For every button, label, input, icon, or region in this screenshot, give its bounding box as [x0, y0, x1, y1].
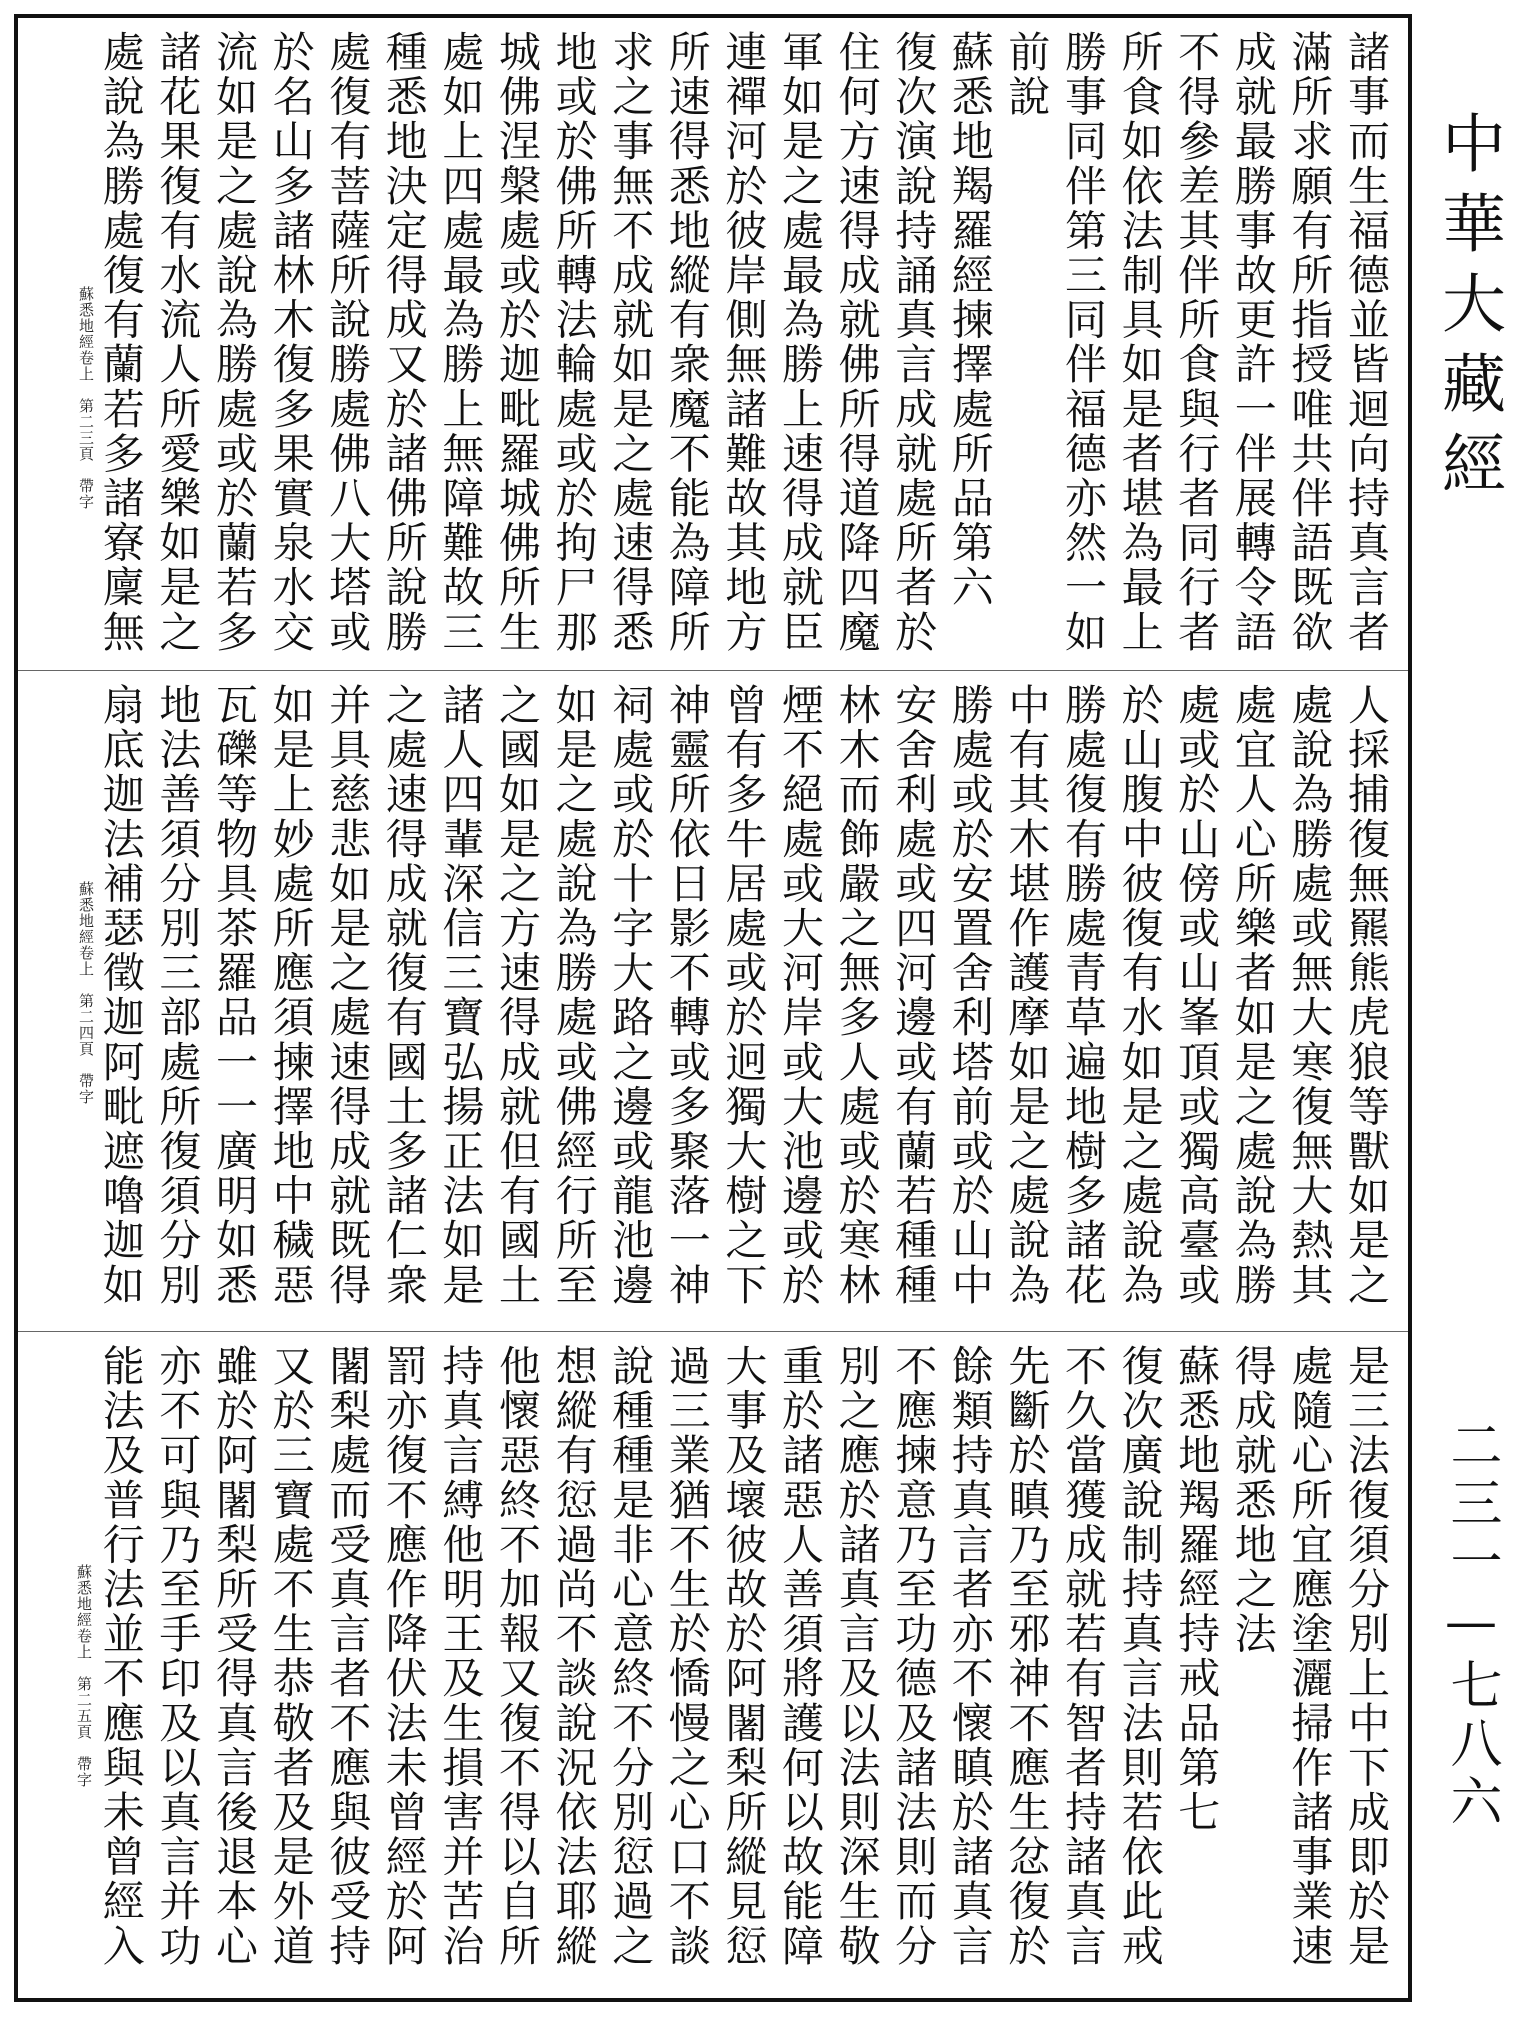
page-number: 二三一—七八六	[1441, 1418, 1501, 1832]
text-column: 亦不可與乃至手印及以真言并功	[153, 1344, 203, 1969]
text-column: 如是上妙處所應須揀擇地中穢惡	[266, 683, 316, 1308]
text-column: 於名山多諸林木復多果實泉水交	[266, 30, 316, 655]
text-column: 是三法復須分別上中下成即於是	[1342, 1344, 1391, 1969]
text-column: 處如上四處最為勝上無障難故三	[436, 30, 486, 655]
text-column: 別之應於諸真言及以法則深生敬	[832, 1344, 882, 1969]
text-column: 前說	[1002, 30, 1052, 120]
text-column: 不應揀意乃至功德及諸法則而分	[889, 1344, 939, 1969]
register-middle	[18, 670, 1408, 1324]
text-column: 處隨心所宜應塗灑掃作諸事業速	[1285, 1344, 1335, 1969]
page-frame	[14, 14, 1412, 2002]
text-column: 大事及壞彼故於阿闍梨所縱見愆	[719, 1344, 769, 1969]
text-column: 住何方速得成就佛所得道降四魔	[832, 30, 882, 655]
text-column: 過三業猶不生於憍慢之心口不談	[662, 1344, 712, 1969]
register-top	[18, 18, 1408, 662]
text-column: 蘇悉地羯羅經揀擇處所品第六	[945, 30, 995, 610]
text-column: 先斷於瞋乃至邪神不應生忿復於	[1002, 1344, 1052, 1969]
text-column: 處說為勝處復有蘭若多諸寮廩無	[96, 30, 146, 655]
text-column: 流如是之處說為勝處或於蘭若多	[210, 30, 259, 655]
text-column: 并具慈悲如是之處速得成就既得	[323, 683, 373, 1308]
text-column: 處復有菩薩所說勝處佛八大塔或	[323, 30, 373, 655]
text-column: 中有其木堪作護摩如是之處說為	[1002, 683, 1052, 1308]
text-column: 復次演說持誦真言成就處所者於	[889, 30, 939, 655]
text-column: 復次廣說制持真言法則若依此戒	[1115, 1344, 1165, 1969]
text-column: 勝處或於安置舍利塔前或於山中	[945, 683, 995, 1308]
text-column: 瓦礫等物具茶羅品一一廣明如悉	[210, 683, 259, 1308]
text-column: 神靈所依日影不轉或多聚落一神	[662, 683, 712, 1308]
text-column: 處宜人心所樂者如是之處說為勝	[1228, 683, 1278, 1308]
text-column: 不得參差其伴所食與行者同行者	[1172, 30, 1222, 655]
text-column: 罰亦復不應作降伏法未曾經於阿	[379, 1344, 429, 1969]
text-column: 持真言縛他明王及生損害并苦治	[436, 1344, 486, 1969]
text-column: 之處速得成就復有國土多諸仁衆	[379, 683, 429, 1308]
text-column: 扇底迦法補瑟徵迦阿毗遮嚕迦如	[96, 683, 146, 1308]
text-column: 求之事無不成就如是之處速得悉	[606, 30, 656, 655]
text-column: 餘類持真言者亦不懷瞋於諸真言	[945, 1344, 995, 1969]
text-column: 所食如依法制具如是者堪為最上	[1115, 30, 1165, 655]
text-column: 滿所求願有所指授唯共伴語既欲	[1285, 30, 1335, 655]
text-column: 地法善須分別三部處所復須分別	[153, 683, 203, 1308]
margin-note: 蘇悉地經卷上 第二四頁 帶字	[77, 881, 95, 1105]
text-column: 城佛涅槃處或於迦毗羅城佛所生	[493, 30, 542, 655]
text-column: 於山腹中彼復有水如是之處說為	[1115, 683, 1165, 1308]
text-column: 諸人四輩深信三寶弘揚正法如是	[436, 683, 486, 1308]
text-column: 人採捕復無羆熊虎狼等獸如是之	[1342, 683, 1391, 1308]
text-column: 闍梨處而受真言者不應與彼受持	[323, 1344, 373, 1969]
text-column: 處說為勝處或無大寒復無大熱其	[1285, 683, 1335, 1308]
text-column: 勝事同伴第三同伴福德亦然一如	[1059, 30, 1108, 655]
text-column: 地或於佛所轉法輪處或於拘尸那	[549, 30, 599, 655]
text-column: 連禪河於彼岸側無諸難故其地方	[719, 30, 769, 655]
text-column: 蘇悉地羯羅經持戒品第七	[1172, 1344, 1222, 1835]
text-column: 安舍利處或四河邊或有蘭若種種	[889, 683, 939, 1308]
text-column: 軍如是之處最為勝上速得成就臣	[776, 30, 825, 655]
text-column: 雖於阿闍梨所受得真言後退本心	[210, 1344, 259, 1969]
text-column: 成就最勝事故更許一伴展轉令語	[1228, 30, 1278, 655]
text-column: 想縱有愆過尚不談說況依法耶縱	[549, 1344, 599, 1969]
text-column: 他懷惡終不加報又復不得以自所	[493, 1344, 542, 1969]
text-column: 諸事而生福德並皆迴向持真言者	[1342, 30, 1391, 655]
text-column: 諸花果復有水流人所愛樂如是之	[153, 30, 203, 655]
text-column: 如是之處說為勝處或佛經行所至	[549, 683, 599, 1308]
text-column: 能法及普行法並不應與未曾經入	[96, 1344, 146, 1969]
text-column: 勝處復有勝處青草遍地樹多諸花	[1059, 683, 1108, 1308]
text-column: 不久當獲成就若有智者持諸真言	[1059, 1344, 1108, 1969]
text-column: 說種種是非心意終不分別愆過之	[606, 1344, 656, 1969]
text-column: 又於三寶處不生恭敬者及是外道	[266, 1344, 316, 1969]
margin-note: 蘇悉地經卷上 第二三頁 帶字	[77, 286, 95, 510]
text-column: 重於諸惡人善須將護何以故能障	[776, 1344, 825, 1969]
text-column: 祠處或於十字大路之邊或龍池邊	[606, 683, 656, 1308]
text-column: 煙不絕處或大河岸或大池邊或於	[776, 683, 825, 1308]
collection-title: 中華大藏經	[1431, 110, 1505, 510]
text-column: 林木而飾嚴之無多人處或於寒林	[832, 683, 882, 1308]
text-column: 之國如是之方速得成就但有國土	[493, 683, 542, 1308]
text-column: 曾有多牛居處或於迥獨大樹之下	[719, 683, 769, 1308]
register-bottom	[18, 1331, 1408, 1999]
text-column: 得成就悉地之法	[1228, 1344, 1278, 1657]
margin-note: 蘇悉地經卷上 第二五頁 帶字	[75, 1564, 93, 1788]
text-column: 種悉地決定得成又於諸佛所說勝	[379, 30, 429, 655]
text-column: 所速得悉地縱有衆魔不能為障所	[662, 30, 712, 655]
text-column: 處或於山傍或山峯頂或獨高臺或	[1172, 683, 1222, 1308]
